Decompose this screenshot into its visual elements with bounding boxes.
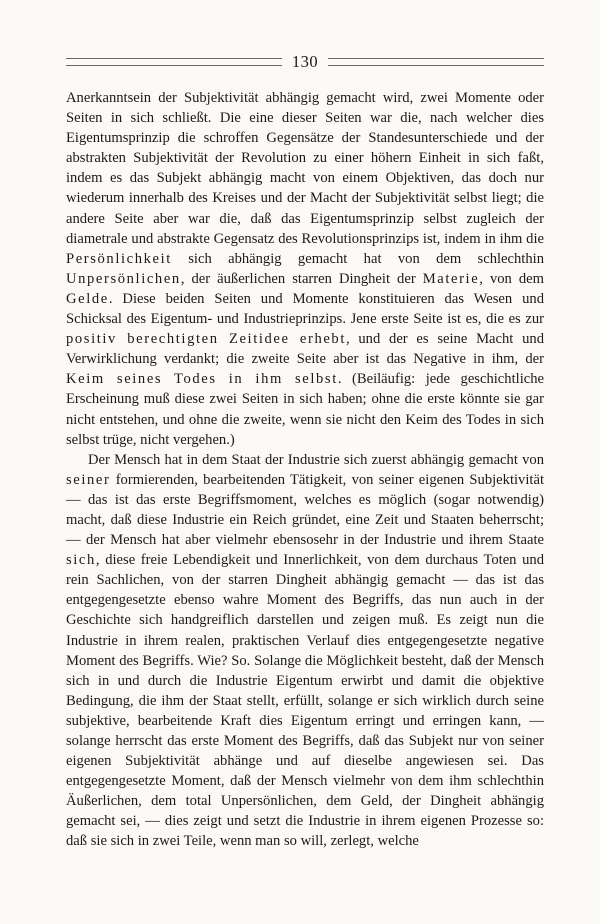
spaced-emphasis: Unpersönlichen (66, 270, 181, 287)
spaced-emphasis: seiner (66, 471, 111, 488)
header-rule-right (328, 58, 544, 66)
text-segment: , und der es seine Macht und Verwirklichung verdankt; die zweite Seite aber ist das Negative in ihm, der (66, 331, 544, 368)
spaced-emphasis: positiv berechtigten Zeitidee erhebt (66, 331, 346, 348)
spaced-emphasis: Persönlichkeit (66, 250, 172, 267)
spaced-emphasis: Gelde (66, 290, 109, 307)
spaced-emphasis: Keim seines Todes in ihm selbst (66, 371, 338, 388)
page-number: 130 (291, 52, 319, 71)
text-segment: formierenden, bearbeitenden Tätigkeit, von seiner eigenen Subjektivität — das ist das erste Begriffsmoment, welches es möglich (sogar notwendig) macht, daß diese Industrie ein Reich gründet, eine Zeit und Staaten beherrscht; — der Mensch hat aber vielmehr ebensosehr in der Industrie und ihrem Staate (66, 471, 544, 549)
text-segment: Der Mensch hat in dem Staat der Industrie sich zuerst abhängig gemacht von (88, 451, 544, 468)
text-segment: , diese freie Lebendigkeit und Innerlichkeit, von dem durchaus Toten und rein Sachlichen, von der starren Dingheit abhängig gemacht — das ist das entgegengesetzte ebenso wahre Moment des Begriffs, das nun auch in der Geschichte sich handgreiflich darstellen und zeigen muß. Es zeigt nun die Industrie in ihrem realen, praktischen Verlauf dies entgegengesetzte negative Moment des Begriffs. Wie? So. Solange die Möglichkeit besteht, daß der Mensch sich in und durch die Industrie Eigentum erwirbt und damit die objektive Bedingung, die ihm der Staat stellt, erfüllt, solange er sich wirklich durch seine subjektive, bearbeitende Kraft dies Eigentum erringt und erringen kann, — solange herrscht das erste Moment des Begriffs, daß das Subjekt nur von seiner eigenen Subjektivität abhänge und auf dieselbe angewiesen sei. Das entgegengesetzte Moment, daß der Mensch vielmehr von dem ihm schlechthin Äußerlichen, dem total Unpersönlichen, dem Geld, der Dingheit abhängig gemacht sei, — dies zeigt und setzt die Industrie in ihrem eigenen Prozesse so: daß sie sich in zwei Teile, wenn man so will, zerlegt, welche (66, 552, 544, 850)
paragraph-continuation (66, 88, 544, 450)
text-segment: sich abhängig gemacht hat von dem schlechthin (171, 250, 544, 267)
running-head (66, 50, 544, 74)
spaced-emphasis: Materie (422, 270, 480, 287)
body-text (66, 88, 544, 852)
text-segment: Anerkanntsein der Subjektivität abhängig gemacht wird, zwei Momente oder Seiten in sich schließt. Die eine dieser Seiten war die, nach welcher dies Eigentumsprinzip die schroffen Gegensätze der Standesunterschiede und der abstrakten Subjektivität der Revolution zu einer höhern Einheit in sich faßt, indem es das Subjekt abhängig macht von einem Objektiven, das doch nur wiederum innerhalb des Kreises und der Macht der Subjektivität selbst liegt; die andere Seite aber war die, daß das Eigentumsprinzip selbst zugleich der diametrale und abstrakte Gegensatz des Revolutionsprinzips ist, indem in ihm die (66, 90, 544, 247)
text-segment: , der äußerlichen starren Dingheit der (180, 270, 423, 287)
text-segment: , von dem (479, 270, 544, 287)
spaced-emphasis: sich (66, 552, 96, 569)
text-segment: . (Beiläufig: jede geschichtliche Erscheinung muß diese zwei Seiten in sich haben; ohne die erste könnte sie gar nicht entstehen, und ohne die zweite, wenn sie nicht den Keim des Todes in sich selbst trüge, nicht vergehen.) (66, 371, 545, 448)
header-rule-left (66, 58, 282, 66)
paragraph (66, 450, 544, 852)
text-segment: . Diese beiden Seiten und Momente konstituieren das Wesen und Schicksal des Eigentum- und Industrieprinzips. Jene erste Seite ist es, die es zur (66, 290, 544, 328)
